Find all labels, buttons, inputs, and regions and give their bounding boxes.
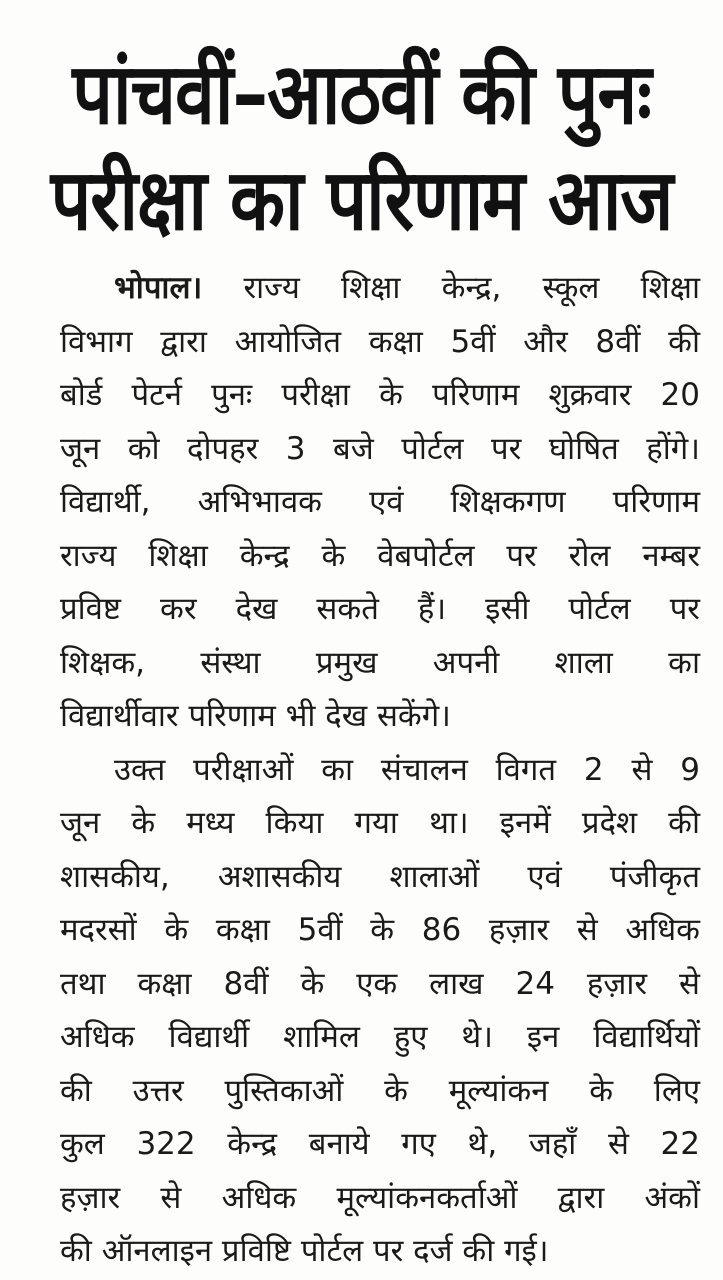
- article-line: प्रविष्ट कर देख सकते हैं। इसी पोर्टल पर: [60, 591, 700, 627]
- article-line: जून को दोपहर 3 बजे पोर्टल पर घोषित होंगे।: [60, 430, 700, 467]
- article-line: तथा कक्षा 8वीं के एक लाख 24 हज़ार से: [60, 965, 700, 1002]
- article-line: जून के मध्य किया गया था। इनमें प्रदेश की: [60, 805, 700, 841]
- article-line: अधिक विद्यार्थी शामिल हुए थे। इन विद्यार्थियों: [60, 1019, 700, 1055]
- dateline: भोपाल।: [114, 270, 203, 306]
- headline-line-2: परीक्षा का परिणाम आज: [50, 150, 673, 249]
- article-line-text: राज्य शिक्षा केन्द्र, स्कूल शिक्षा: [202, 270, 700, 306]
- article-line: हज़ार से अधिक मूल्यांकनकर्ताओं द्वारा अंकों: [60, 1179, 700, 1216]
- article-line: की उत्तर पुस्तिकाओं के मूल्यांकन के लिए: [60, 1072, 700, 1109]
- article-line: शिक्षक, संस्था प्रमुख अपनी शाला का: [60, 644, 700, 681]
- article-line: राज्य शिक्षा केन्द्र के वेबपोर्टल पर रोल नम्बर: [60, 537, 700, 574]
- article-line: विद्यार्थी, अभिभावक एवं शिक्षकगण परिणाम: [60, 484, 700, 520]
- article-line: की ऑनलाइन प्रविष्टि पोर्टल पर दर्ज की गई।: [60, 1233, 549, 1269]
- article-line: शासकीय, अशासकीय शालाओं एवं पंजीकृत: [60, 858, 700, 895]
- article-line: बोर्ड पेटर्न पुनः परीक्षा के परिणाम शुक्रवार 20: [60, 377, 700, 413]
- article-line: [60, 262, 700, 316]
- article-line: कुल 322 केन्द्र बनाये गए थे, जहाँ से 22: [60, 1126, 700, 1162]
- article-line: उक्त परीक्षाओं का संचालन विगत 2 से 9: [114, 751, 700, 788]
- article-body: [60, 262, 700, 1279]
- headline-line-1: पांचवीं–आठवीं की पुनः: [72, 44, 651, 143]
- article-line: विभाग द्वारा आयोजित कक्षा 5वीं और 8वीं की: [60, 323, 700, 360]
- article-line: मदरसों के कक्षा 5वीं के 86 हज़ार से अधिक: [60, 912, 700, 948]
- article-line: विद्यार्थीवार परिणाम भी देख सकेंगे।: [60, 698, 451, 734]
